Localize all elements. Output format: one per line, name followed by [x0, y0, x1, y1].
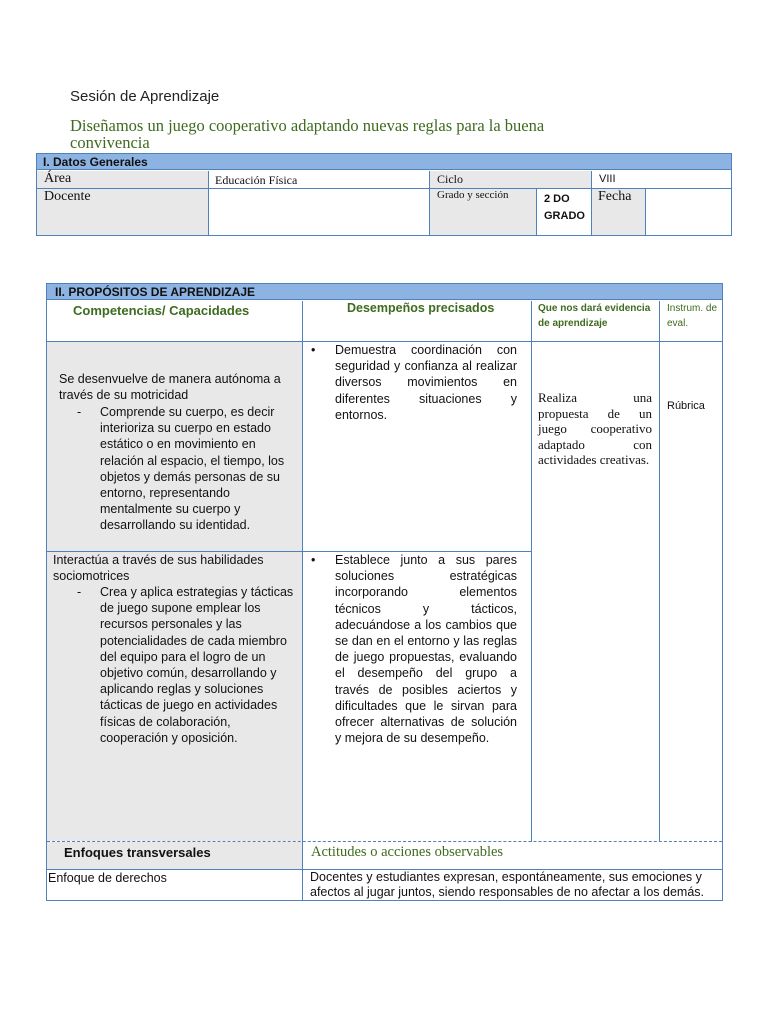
ciclo-label: Ciclo [437, 172, 463, 186]
fecha-value-cell[interactable] [646, 189, 731, 235]
t2-col-divider [531, 301, 532, 842]
competencias-header-cell [47, 301, 302, 341]
competencias-header: Competencias/ Capacidades [73, 303, 250, 318]
enfoque-cell [47, 870, 302, 900]
docente-label-cell [37, 189, 208, 235]
t1-col-divider [536, 189, 537, 235]
actitudes-header-cell [303, 842, 722, 869]
enfoque-text: Enfoque de derechos [48, 871, 167, 885]
capacidad-2: - Crea y aplica estrategias y tácticas de juego supone emplear los recursos personales y las potencialidades de cada miembro del equipo para el logro de un objetivo común, desarrollando y aplicando reglas y soluciones tácticas de juego en actividades físicas de colaboración, cooperación y oposición. [55, 584, 295, 746]
evidencia-header-cell [532, 301, 659, 341]
t1-col-divider [429, 171, 430, 235]
t2-row-divider [47, 841, 722, 842]
docente-label: Docente [44, 189, 91, 204]
desempeno-2: • Establece junto a sus pares soluciones estratégicas incorporando elementos técnicos y tácticos, adecuándose a los cambios que se dan en el entorno y las reglas de juego propuestas, evaluando el desempeño del grupo a través de posibles aciertos y dificultades que le sirvan para ofrecer alternativas de solución y mejora de su desempeño. [305, 552, 517, 746]
evidencia-header: Que nos dará evidencia de aprendizaje [538, 303, 651, 329]
capacidad-list-1 [55, 404, 295, 534]
evidencia-text: Realiza una propuesta de un juego cooperativo adaptado con actividades creativas. [538, 390, 652, 468]
t2-col-divider [302, 301, 303, 900]
t1-col-divider [645, 189, 646, 235]
general-data-header: I. Datos Generales [37, 154, 731, 170]
t2-row-divider [47, 341, 722, 342]
capacidad-1: - Comprende su cuerpo, es decir interioriza su cuerpo en estado estático o en movimiento en relación al espacio, el tiempo, los objetos y demás personas de su entorno, representando mentalmente su cuerpo y desarrollando su identidad. [55, 404, 295, 534]
actitud-cell [303, 870, 722, 900]
area-value: Educación Física [215, 173, 298, 187]
instrumento-header-cell [660, 301, 722, 341]
grado-label: Grado y sección [437, 189, 509, 201]
desempeno-1: • Demuestra coordinación con seguridad y confianza al realizar diversos movimientos en diferentes situaciones y entornos. [305, 342, 517, 423]
ciclo-label-cell [430, 171, 591, 188]
desempeno-list-2 [305, 552, 517, 746]
instrumento-text: Rúbrica [667, 400, 705, 412]
t1-row-divider [37, 188, 731, 189]
purposes-header: II. PROPÓSITOS DE APRENDIZAJE [47, 284, 722, 300]
document-title: Sesión de Aprendizaje [70, 88, 220, 105]
competencia-2: Interactúa a través de sus habilidades sociomotrices [53, 553, 264, 584]
area-label: Área [44, 171, 72, 186]
instrumento-cell [660, 342, 722, 841]
competencia-cell-1 [47, 342, 302, 551]
t1-col-divider [591, 171, 592, 235]
ciclo-value-cell [592, 171, 731, 188]
desempeno-cell-1 [303, 342, 531, 551]
t2-col-divider [659, 301, 660, 842]
purposes-table [46, 283, 723, 901]
fecha-label: Fecha [598, 189, 632, 204]
grado-label-cell [430, 189, 536, 235]
desempenos-header-cell [303, 301, 531, 341]
evidencia-cell [532, 342, 659, 841]
docente-value-cell[interactable] [209, 189, 429, 235]
desempeno-list-1 [305, 342, 517, 423]
desempenos-header: Desempeños precisados [347, 301, 495, 315]
t2-row-divider [47, 869, 722, 870]
document-subtitle: Diseñamos un juego cooperativo adaptando nuevas reglas para la buena convivencia [70, 116, 545, 152]
ciclo-value: VIII [599, 173, 616, 185]
fecha-label-cell [592, 189, 645, 235]
instrumento-header: Instrum. de eval. [667, 303, 718, 329]
t1-col-divider [208, 171, 209, 235]
competencia-1: Se desenvuelve de manera autónoma a través de su motricidad [59, 372, 281, 403]
general-data-table [36, 153, 732, 236]
grado-value-cell [537, 189, 590, 235]
actitud-text: Docentes y estudiantes expresan, espontáneamente, sus emociones y afectos al jugar juntos, siendo responsables de no afectar a los demás. [310, 870, 704, 899]
capacidad-list-2 [55, 584, 295, 746]
competencia-cell-2 [47, 552, 302, 841]
enfoques-header: Enfoques transversales [64, 845, 211, 860]
enfoques-header-cell [47, 842, 302, 869]
area-label-cell [37, 171, 208, 188]
actitudes-header: Actitudes o acciones observables [311, 844, 504, 860]
area-value-cell [209, 171, 429, 188]
grado-value: 2 DO GRADO [544, 193, 585, 222]
desempeno-cell-2 [303, 552, 531, 841]
t2-row-divider [47, 551, 532, 552]
